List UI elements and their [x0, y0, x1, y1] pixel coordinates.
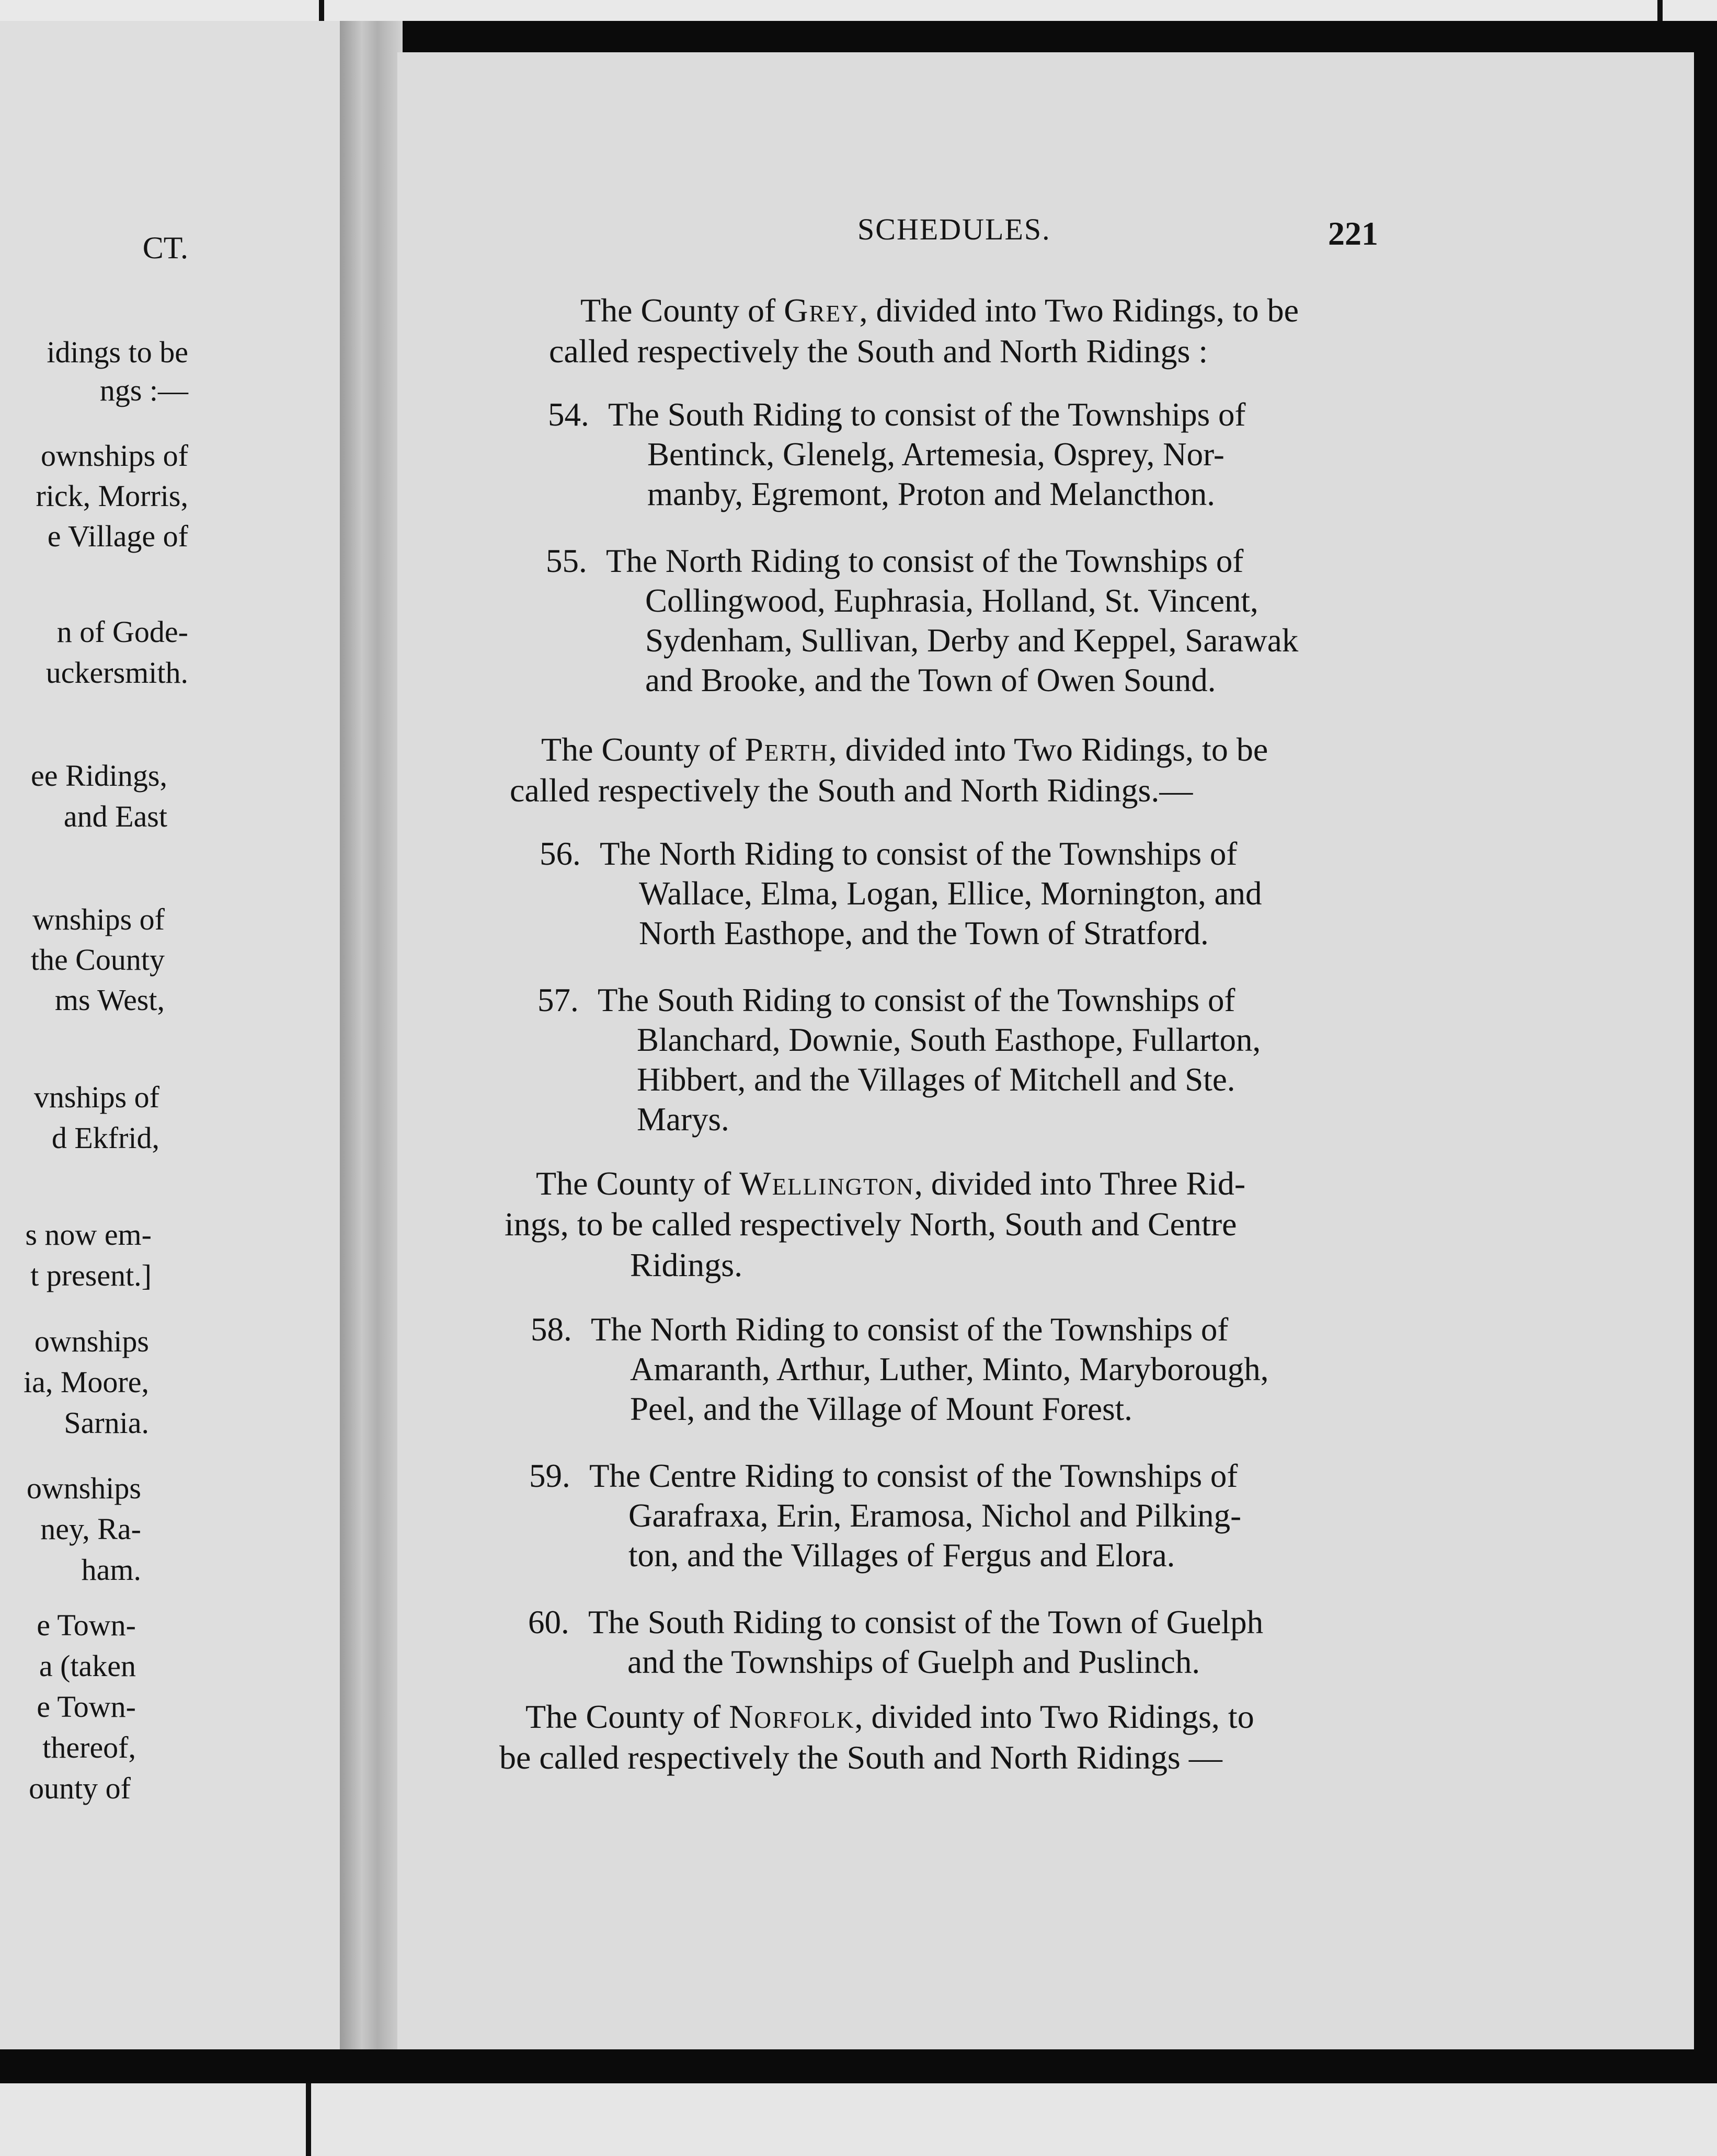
county-wellington-intro [505, 1163, 1367, 1286]
left-text-line: the County [30, 943, 165, 977]
item-line: The South Riding to consist of the Townships of [598, 982, 1235, 1018]
intro-text: ings, to be called respectively North, South and Centre [505, 1206, 1237, 1243]
left-text-line: uckersmith. [45, 656, 188, 690]
item-line: and the Townships of Guelph and Puslinch. [627, 1644, 1200, 1680]
item-line: Wallace, Elma, Logan, Ellice, Mornington, and [639, 875, 1262, 912]
left-text-line: a (taken [39, 1649, 136, 1683]
intro-text: called respectively the South and North Ridings.— [510, 772, 1193, 809]
item-line: The South Riding to consist of the Townships of [608, 396, 1246, 433]
item-line: Garafraxa, Erin, Eramosa, Nichol and Pilking- [628, 1497, 1242, 1534]
page-number: 221 [1328, 215, 1378, 252]
item-line: Blanchard, Downie, South Easthope, Fullarton, [637, 1022, 1261, 1058]
left-text-line: e Town- [37, 1690, 136, 1724]
county-name: Norfolk [729, 1698, 855, 1735]
county-name: Perth [745, 731, 829, 768]
item-line: Bentinck, Glenelg, Artemesia, Osprey, Nor- [647, 436, 1224, 473]
left-text-line: ee Ridings, [31, 759, 167, 793]
county-perth-intro [510, 729, 1372, 811]
left-text-line: ia, Moore, [24, 1365, 149, 1399]
county-grey-intro [549, 290, 1412, 372]
item-line: The North Riding to consist of the Townships of [591, 1311, 1229, 1348]
left-text-line: ms West, [54, 983, 165, 1017]
book-gutter [340, 21, 403, 2049]
left-text-line: idings to be [47, 335, 188, 369]
right-page [397, 52, 1694, 2049]
item-number: 58. [531, 1311, 572, 1348]
left-running-head: CT. [142, 231, 188, 265]
intro-text: be called respectively the South and North Ridings — [499, 1739, 1222, 1776]
left-text-line: thereof, [42, 1730, 136, 1764]
item-number: 60. [528, 1604, 569, 1641]
item-line: Sydenham, Sullivan, Derby and Keppel, Sarawak [645, 622, 1299, 659]
intro-text: The County of [580, 292, 784, 329]
intro-text: The County of [536, 1165, 740, 1202]
intro-text: , divided into Two Ridings, to be [828, 731, 1268, 768]
item-number: 55. [546, 543, 587, 579]
left-text-line: ownships of [41, 439, 188, 473]
item-line: and Brooke, and the Town of Owen Sound. [645, 662, 1216, 698]
item-line: Hibbert, and the Villages of Mitchell and Ste. [637, 1061, 1235, 1098]
item-number: 54. [548, 396, 589, 433]
item-line: North Easthope, and the Town of Stratford. [639, 915, 1209, 951]
item-number: 57. [537, 982, 579, 1018]
intro-text: , divided into Three Rid- [914, 1165, 1246, 1202]
intro-text: The County of [525, 1698, 729, 1735]
county-norfolk-intro [499, 1696, 1362, 1778]
left-text-line: e Town- [37, 1608, 136, 1642]
item-line: The North Riding to consist of the Townships of [600, 835, 1238, 872]
left-text-line: ownships [26, 1471, 141, 1505]
left-text-line: ngs :— [99, 373, 188, 407]
intro-text: The County of [541, 731, 745, 768]
left-text-line: n of Gode- [56, 615, 188, 649]
left-text-line: e Village of [47, 519, 188, 553]
item-line: Peel, and the Village of Mount Forest. [630, 1391, 1132, 1427]
item-line: The South Riding to consist of the Town of Guelph [588, 1604, 1264, 1641]
item-line: ton, and the Villages of Fergus and Elora. [628, 1537, 1175, 1574]
top-film-strip [0, 0, 1717, 21]
left-text-line: Sarnia. [64, 1406, 149, 1440]
left-text-line: s now em- [25, 1218, 152, 1252]
left-text-line: wnships of [32, 902, 165, 936]
item-line: Marys. [637, 1101, 729, 1138]
item-number: 56. [540, 835, 581, 872]
left-text-line: ounty of [29, 1771, 131, 1805]
film-edge-mark [1657, 0, 1663, 21]
left-text-line: rick, Morris, [36, 479, 188, 513]
left-text-line: ney, Ra- [40, 1512, 141, 1546]
item-line: The North Riding to consist of the Townships of [606, 543, 1244, 579]
left-text-line: vnships of [33, 1080, 159, 1114]
intro-text: Ridings. [630, 1246, 743, 1283]
intro-text: , divided into Two Ridings, to be [859, 292, 1299, 329]
left-text-line: t present.] [30, 1258, 152, 1292]
left-text-line: d Ekfrid, [51, 1121, 159, 1155]
item-line: Collingwood, Euphrasia, Holland, St. Vincent, [645, 582, 1258, 619]
left-text-line: ownships [34, 1324, 149, 1358]
item-line: The Centre Riding to consist of the Townships of [589, 1458, 1238, 1494]
bottom-film-strip [0, 2083, 1717, 2156]
film-edge-mark [306, 2083, 311, 2156]
intro-text: , divided into Two Ridings, to [854, 1698, 1254, 1735]
item-line: manby, Egremont, Proton and Melancthon. [647, 476, 1215, 512]
left-text-line: and East [63, 799, 167, 833]
county-name: Grey [784, 292, 860, 329]
left-facing-page [0, 21, 361, 2049]
intro-text: called respectively the South and North Ridings : [549, 332, 1208, 370]
item-number: 59. [529, 1458, 570, 1494]
film-edge-mark [319, 0, 324, 21]
left-text-line: ham. [81, 1553, 141, 1587]
running-head: SCHEDULES. [857, 212, 1051, 246]
county-name: Wellington [739, 1165, 914, 1202]
item-line: Amaranth, Arthur, Luther, Minto, Maryborough, [630, 1351, 1269, 1387]
